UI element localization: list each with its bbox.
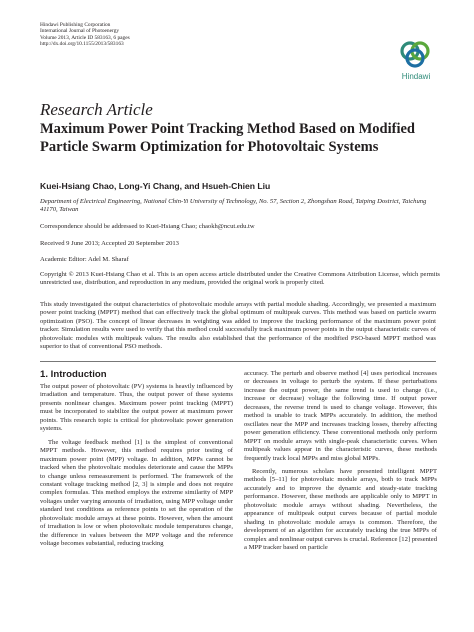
right-column (244, 370, 437, 553)
left-column (40, 383, 233, 549)
body-paragraph: Recently, numerous scholars have presented intelligent MPPT methods [5–11] for photovoltaic module arrays, both to track MPPs accurately and to improve the dynamic and steady-state tracking performance. However, these methods are applicable only to MPPT in photovoltaic module arrays without shading. Nevertheless, the appearance of multipeak output curves because of partial module shading in photovoltaic module arrays is common. Therefore, the development of an algorithm for accurately tracking the true MPPs of complex and nonlinear output curves is crucial. Reference [12] presented a MPP tracker based on particle (244, 467, 437, 552)
affiliation: Department of Electrical Engineering, National Chin-Yi University of Technology, No. 57, Section 2, Zhongshan Road, Taiping Dostrict, Taichung 41170, Taiwan (40, 198, 427, 214)
body-paragraph: The voltage feedback method [1] is the simplest of conventional MPPT methods. However, this method requires prior testing of maximum power point (MPP) voltage. In addition, MPPs cannot be tracked when the photovoltaic modules deteriorate and cause the MPPs to change unless remeasurement is performed. The framework of the constant voltage tracking method [2, 3] is simple and does not require complex formulas. This method employs the extreme similarity of MPP voltages under varying amounts of irradiation, using MPP voltage under standard test conditions as reference points to set the operation of the photovoltaic module arrays at these points. However, when the amount of irradiation is low or when photovoltaic module temperatures change, the difference in values between the MPP voltage and the reference voltage becomes substantial, reducing tracking (40, 438, 233, 548)
received-dates: Received 9 June 2013; Accepted 20 September 2013 (40, 240, 179, 247)
author-list: Kuei-Hsiang Chao, Long-Yi Chang, and Hsueh-Chien Liu (40, 181, 271, 191)
doi-link[interactable]: http://dx.doi.org/10.1155/2013/583163 (40, 41, 124, 48)
abstract-text: This study investigated the output characteristics of photovoltaic module arrays with partial module shading. Accordingly, we presented a maximum power point tracking (MPPT) method that can effectively track the global optimum of multipeak curves. This method was based on particle swarm optimization (PSO). The concept of linear decreases in weighting was added to improve the tracking performance of the maximum power point tracker. Simulation results were used to verify that this method could successfully track maximum power points in the output characteristic curves of photovoltaic modules with multipeak values. The results also established that the performance of the modified PSO-based MPPT method was superior to that of conventional PSO methods. (40, 301, 436, 351)
article-type: Research Article (40, 100, 153, 119)
rings-logo-icon (399, 38, 433, 70)
journal-name: International Journal of Photoenergy (40, 28, 120, 35)
academic-editor: Academic Editor: Adel M. Sharaf (40, 256, 129, 263)
publisher-name: Hindawi Publishing Corporation (40, 22, 111, 28)
logo-wordmark: Hindawi (401, 72, 431, 81)
hindawi-logo (395, 38, 437, 84)
publisher-info (40, 22, 130, 48)
copyright-notice: Copyright © 2013 Kuei-Hsiang Chao et al. This is an open access article distributed under the Creative Commons Attribution License, which permits unrestricted use, distribution, and reproduction in any medium, provided the original work is properly cited. (40, 271, 440, 287)
body-paragraph: accuracy. The perturb and observe method [4] uses periodical increases or decreases in voltage to perturb the system. If these perturbations increase the output power, the same trend is used to change (i.e., increase or decrease) voltage the following time. If output power decreases, the reverse trend is used to change voltage. However, this method is unable to track MPPs accurately. In addition, the method oscillates near the MPP and increases tracking losses, thereby affecting power generation efficiency. These conventional methods only perform MPPT on module arrays with single-peak characteristic curves. When multipeak values appear in the characteristic curves, these methods frequently track local MPPs and miss global MPPs. (244, 370, 437, 462)
volume-info: Volume 2013, Article ID 583163, 6 pages (40, 34, 130, 41)
section-heading: 1. Introduction (40, 369, 107, 380)
body-paragraph: The output power of photovoltaic (PV) systems is heavily influenced by irradiation and temperature. Thus, the output power of these systems presents nonlinear changes. Maximum power point tracking (MPPT) must be incorporated to stabilize the output power at maximum power points. This research topic is critical for photovoltaic power generation systems. (40, 383, 233, 433)
correspondence: Correspondence should be addressed to Kuei-Hsiang Chao; chaokh@ncut.edu.tw (40, 223, 255, 230)
abstract-divider (40, 361, 436, 362)
article-title: Maximum Power Point Tracking Method Based on Modified Particle Swarm Optimization for Photovoltaic Systems (40, 121, 415, 155)
